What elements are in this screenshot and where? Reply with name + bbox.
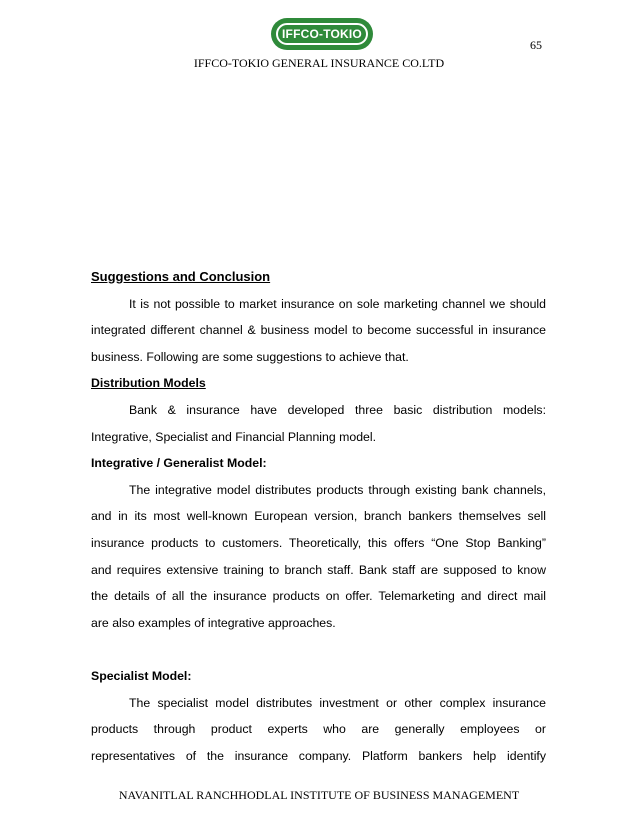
- integrative-line-2: and in its most well-known European version, branch bankers themselves sell: [91, 509, 546, 524]
- intro-line-2: integrated different channel & business model to become successful in insurance: [91, 323, 546, 338]
- integrative-line-1: The integrative model distributes products through existing bank channels,: [129, 482, 546, 497]
- section-title: Suggestions and Conclusion: [91, 269, 271, 284]
- specialist-line-2: products through product experts who are generally employees or: [91, 722, 546, 737]
- paragraph-gap: [91, 636, 546, 663]
- company-name: IFFCO-TOKIO GENERAL INSURANCE CO.LTD: [193, 56, 445, 70]
- distribution-line-1: Bank & insurance have developed three basic distribution models:: [129, 402, 546, 417]
- integrative-line-5: the details of all the insurance products on offer. Telemarketing and direct mail: [91, 589, 546, 604]
- distribution-heading: Distribution Models: [91, 376, 206, 391]
- intro-line-1: It is not possible to market insurance on sole marketing channel we should: [129, 296, 546, 311]
- intro-line-3: business. Following are some suggestions to achieve that.: [91, 349, 409, 364]
- logo-text: IFFCO-TOKIO: [276, 23, 368, 45]
- specialist-line-1: The specialist model distributes investment or other complex insurance: [129, 695, 546, 710]
- specialist-line-3: representatives of the insurance company. Platform bankers help identify: [91, 748, 546, 763]
- distribution-line-2: Integrative, Specialist and Financial Planning model.: [91, 429, 377, 444]
- integrative-line-6: are also examples of integrative approaches.: [91, 615, 336, 630]
- company-logo: [271, 18, 373, 50]
- page-footer: NAVANITLAL RANCHHODLAL INSTITUTE OF BUSINESS MANAGEMENT: [118, 788, 520, 802]
- page-number: 65: [530, 38, 542, 52]
- integrative-heading: Integrative / Generalist Model:: [91, 456, 267, 471]
- specialist-heading: Specialist Model:: [91, 668, 192, 683]
- integrative-line-4: and requires extensive training to branch staff. Bank staff are supposed to know: [91, 562, 546, 577]
- document-body: [91, 264, 546, 769]
- integrative-line-3: insurance products to customers. Theoretically, this offers “One Stop Banking”: [91, 535, 546, 550]
